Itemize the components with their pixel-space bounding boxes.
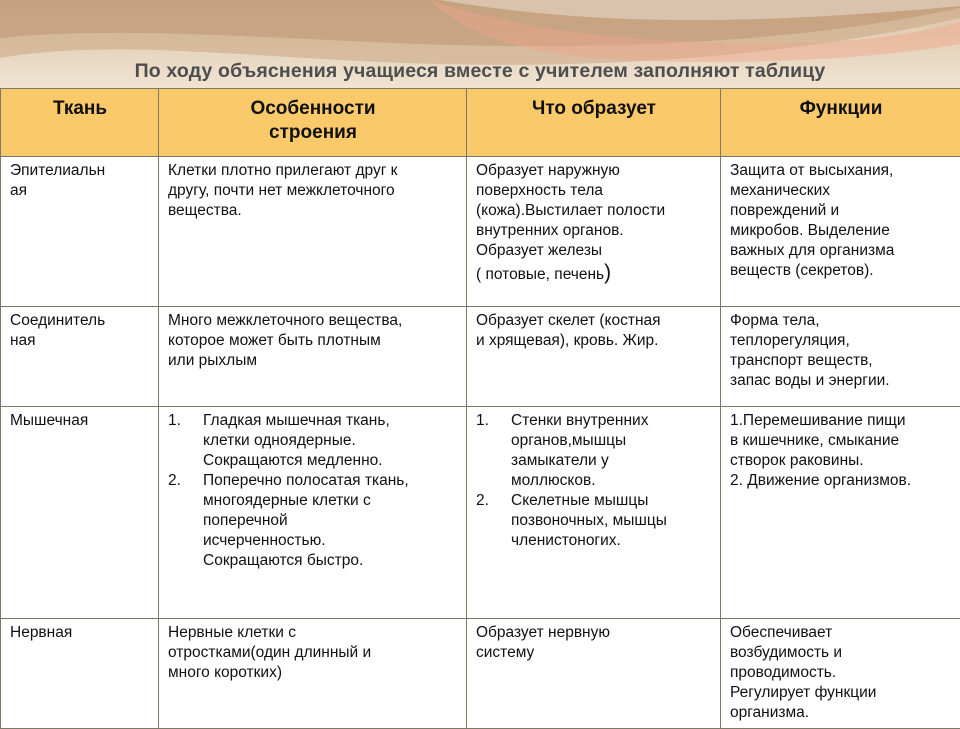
functions-cell: Форма тела, теплорегуляция, транспорт веществ, запас воды и энергии.	[721, 307, 960, 407]
slide-title: По ходу объяснения учащиеся вместе с учителем заполняют таблицу	[0, 60, 960, 83]
functions-cell: Обеспечивает возбудимость и проводимость. Регулирует функции организма.	[721, 619, 960, 729]
functions-cell: 1.Перемешивание пищи в кишечнике, смыкание створок раковины. 2. Движение организмов.	[721, 407, 960, 619]
structure-cell: Клетки плотно прилегают друг к другу, почти нет межклеточного вещества.	[159, 157, 467, 307]
table-row	[1, 157, 960, 307]
header-forms: Что образует	[467, 89, 721, 157]
table-row	[1, 307, 960, 407]
structure-cell: Много межклеточного вещества, которое может быть плотным или рыхлым	[159, 307, 467, 407]
forms-cell: Образует скелет (костная и хрящевая), кровь. Жир.	[467, 307, 721, 407]
tissue-name: Эпителиальн ая	[1, 157, 159, 307]
forms-cell	[467, 407, 721, 619]
header-structure: Особенности строения	[159, 89, 467, 157]
tissues-table	[0, 88, 960, 729]
header-functions: Функции	[721, 89, 960, 157]
numbered-list	[476, 411, 712, 551]
tissue-name: Соединитель ная	[1, 307, 159, 407]
list-item: 2. Поперечно полосатая ткань, многоядерные клетки с поперечной исчерченностью. Сокращаются быстро.	[168, 471, 458, 571]
functions-cell: Защита от высыхания, механических повреждений и микробов. Выделение важных для организма веществ (секретов).	[721, 157, 960, 307]
list-item: 1. Гладкая мышечная ткань, клетки одноядерные. Сокращаются медленно.	[168, 411, 458, 471]
list-item: 2. Скелетные мышцы позвоночных, мышцы членистоногих.	[476, 491, 712, 551]
structure-cell	[159, 407, 467, 619]
table-row	[1, 619, 960, 729]
tissue-name: Мышечная	[1, 407, 159, 619]
tissue-name: Нервная	[1, 619, 159, 729]
forms-cell: Образует нервную систему	[467, 619, 721, 729]
list-item: 1. Стенки внутренних органов,мышцы замыкатели у моллюсков.	[476, 411, 712, 491]
table-header-row	[1, 89, 960, 157]
table-row	[1, 407, 960, 619]
numbered-list	[168, 411, 458, 571]
structure-cell: Нервные клетки с отростками(один длинный и много коротких)	[159, 619, 467, 729]
forms-cell: Образует наружную поверхность тела (кожа).Выстилает полости внутренних органов. Образует железы ( потовые, печень)	[467, 157, 721, 307]
header-tissue: Ткань	[1, 89, 159, 157]
